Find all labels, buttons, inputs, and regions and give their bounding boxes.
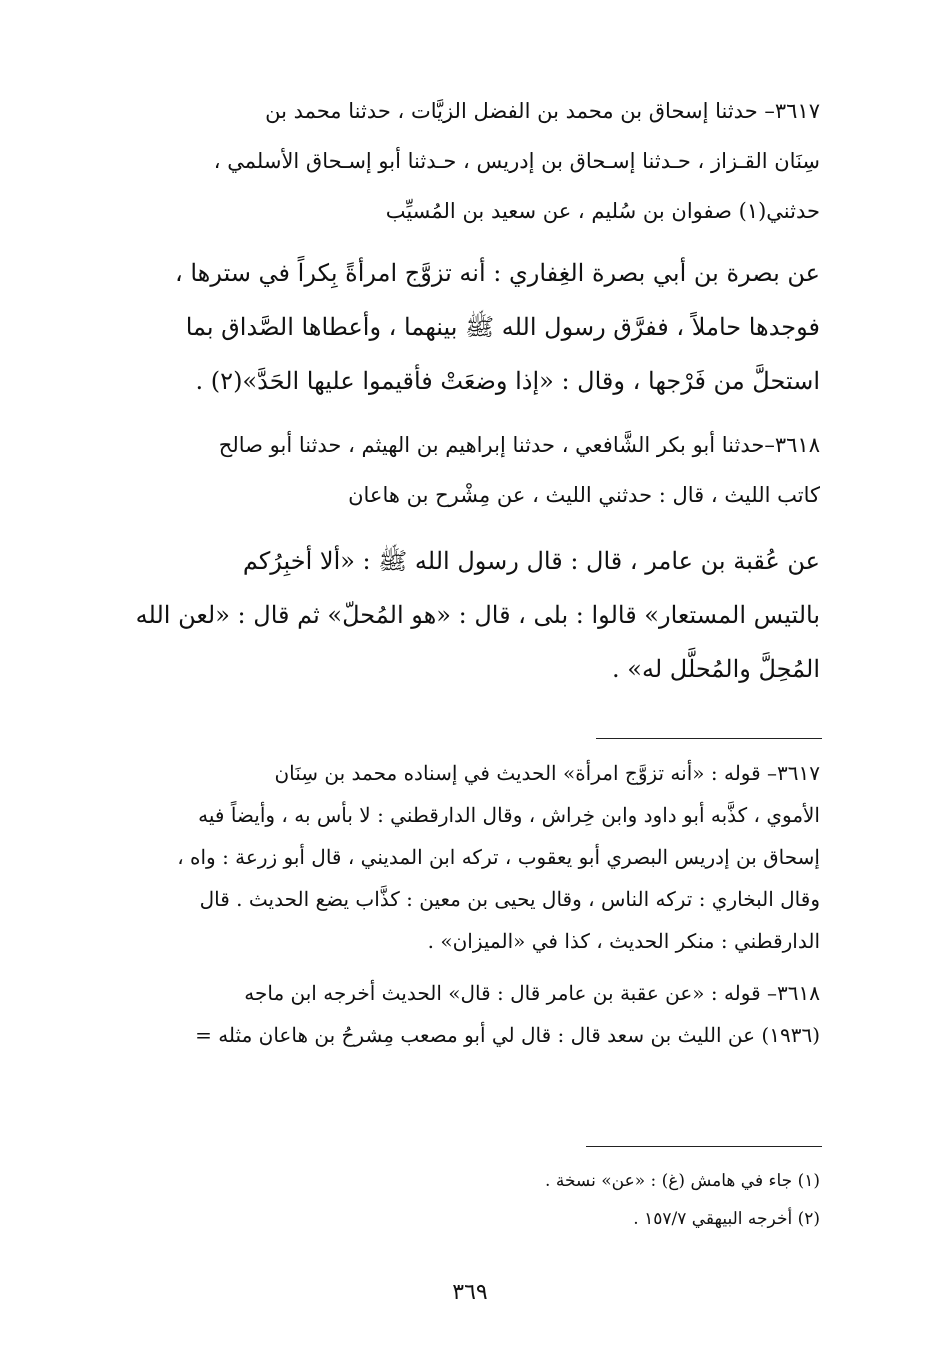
isnad-line: ٣٦١٧– حدثنا إسحاق بن محمد بن الفضل الزيَّات ، حدثنا محمد بن [265,99,820,123]
commentary-line: ٣٦١٧– قوله : «أنه تزوَّج امرأة» الحديث في إسناده محمد بن سِنَان [274,761,820,785]
isnad-line: ٣٦١٨–حدثنا أبو بكر الشَّافعي ، حدثنا إبراهيم بن الهيثم ، حدثنا أبو صالح [218,433,820,457]
hadith-3618-matn [114,534,820,696]
hadith-3618-isnad [114,420,820,520]
hadith-3617-matn [114,246,820,408]
isnad-line: سِنَان القـزاز ، حـدثنا إسـحاق بن إدريس ، حـدثنا أبو إسـحاق الأسلمي ، [213,149,820,173]
commentary-divider [596,738,822,739]
commentary [114,752,820,1056]
page-number: ٣٦٩ [452,1280,488,1305]
footnote: (٢) أخرجه البيهقي ١٥٧/٧ . [633,1209,820,1229]
matn-line: فوجدها حاملاً ، ففرَّق رسول الله ﷺ بينهما ، وأعطاها الصَّداق بما [185,313,820,341]
matn-line: بالتيس المستعار» قالوا : بلى ، قال : «هو المُحلّ» ثم قال : «لعن الله [135,601,820,629]
matn-line: استحلَّ من فَرْجها ، وقال : «إذا وضعَتْ فأقيموا عليها الحَدَّ»(٢) . [195,367,820,395]
isnad-line: حدثني(١) صفوان بن سُليم ، عن سعيد بن المُسيِّب [385,199,820,223]
hadith-3617-isnad [114,86,820,236]
matn-line: المُحِلَّ والمُحلَّل له» . [612,655,820,683]
footnote-divider [586,1146,822,1147]
commentary-line: ٣٦١٨– قوله : «عن عقبة بن عامر قال : قال» الحديث أخرجه ابن ماجه [244,981,820,1005]
footnotes [114,1162,820,1238]
commentary-line: وقال البخاري : تركه الناس ، وقال يحيى بن معين : كذَّاب يضع الحديث . قال [199,887,820,911]
isnad-line: كاتب الليث ، قال : حدثني الليث ، عن مِشْرح بن هاعان [348,483,820,507]
commentary-line: (١٩٣٦) عن الليث بن سعد قال : قال لي أبو مصعب مِشرحُ بن هاعان مثله = [195,1023,820,1047]
commentary-line: الدارقطني : منكر الحديث ، كذا في «الميزان» . [427,929,820,953]
commentary-line: الأموي ، كذَّبه أبو داود وابن خِراش ، وقال الدارقطني : لا بأس به ، وأيضاً فيه [198,803,820,827]
commentary-line: إسحاق بن إدريس البصري أبو يعقوب ، تركه ابن المديني ، قال أبو زرعة : واه ، [177,845,820,869]
footnote: (١) جاء في هامش (غ) : «عن» نسخة . [545,1171,820,1191]
matn-line: عن بصرة بن أبي بصرة الغِفاري : أنه تزوَّج امرأةً بِكراً في سترها ، [174,259,820,287]
matn-line: عن عُقبة بن عامر ، قال : قال رسول الله ﷺ : «ألا أخبِرُكم [242,547,820,575]
